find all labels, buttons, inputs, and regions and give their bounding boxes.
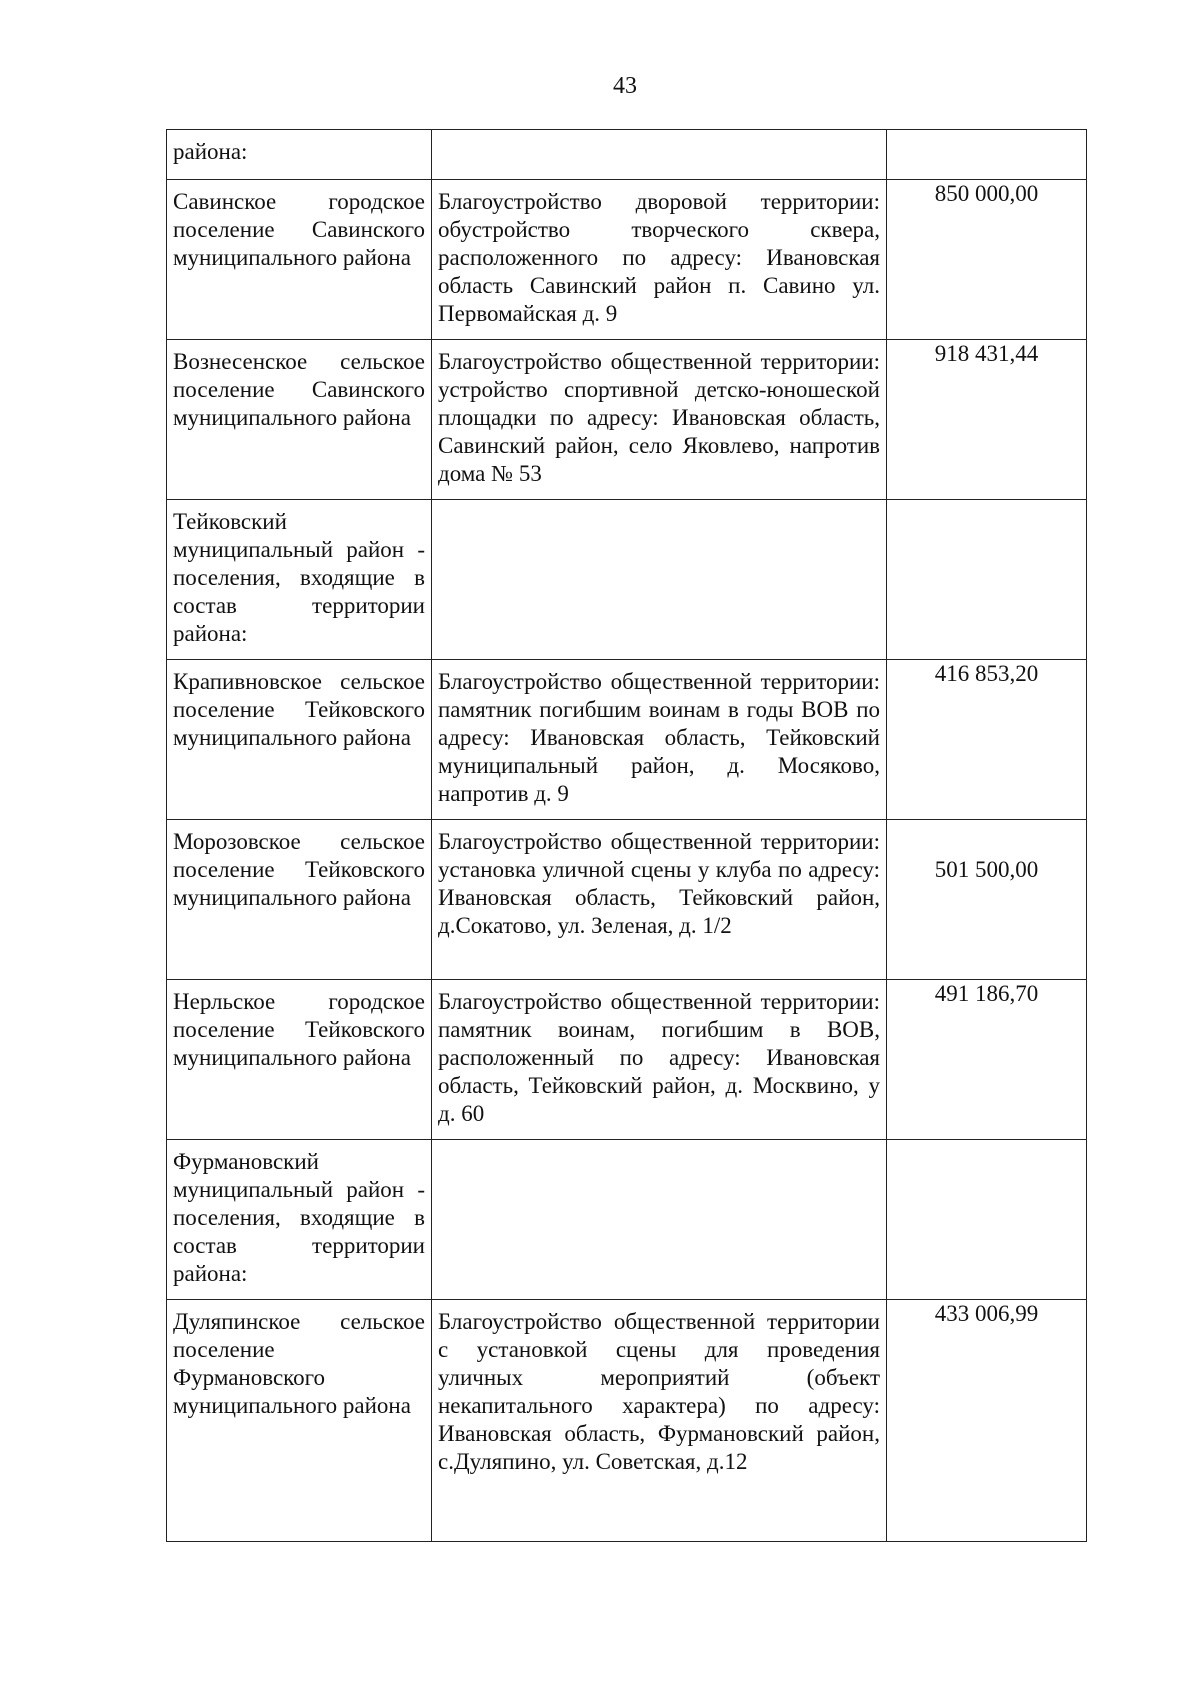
table-row (167, 500, 1087, 660)
amount-cell: 416 853,20 (887, 660, 1087, 820)
settlement-cell: Вознесенское сельское поселение Савинского муниципального района (167, 340, 432, 500)
description-cell: Благоустройство общественной территории: памятник воинам, погибшим в ВОВ, расположенный по адресу: Ивановская область, Тейковский район, д. Москвино, у д. 60 (432, 980, 887, 1140)
settlements-table (166, 129, 1087, 1542)
table-row (167, 1300, 1087, 1542)
settlement-cell: Фурмановский муниципальный район - поселения, входящие в состав территории района: (167, 1140, 432, 1300)
amount-cell: 433 006,99 (887, 1300, 1087, 1542)
amount-cell: 501 500,00 (887, 820, 1087, 980)
settlement-cell: Тейковский муниципальный район - поселения, входящие в состав территории района: (167, 500, 432, 660)
settlement-cell: Нерльское городское поселение Тейковского муниципального района (167, 980, 432, 1140)
description-cell (432, 1140, 887, 1300)
description-cell: Благоустройство общественной территории с установкой сцены для проведения уличных мероприятий (объект некапитального характера) по адресу: Ивановская область, Фурмановский район, с.Дуляпино, ул. Советская, д.12 (432, 1300, 887, 1542)
settlement-cell: Савинское городское поселение Савинского муниципального района (167, 180, 432, 340)
table-row (167, 1140, 1087, 1300)
table-row (167, 980, 1087, 1140)
settlement-cell: Морозовское сельское поселение Тейковского муниципального района (167, 820, 432, 980)
table-row (167, 180, 1087, 340)
description-cell: Благоустройство общественной территории: памятник погибшим воинам в годы ВОВ по адресу: Ивановская область, Тейковский муниципальный район, д. Мосяково, напротив д. 9 (432, 660, 887, 820)
settlement-cell: Дуляпинское сельское поселение Фурмановского муниципального района (167, 1300, 432, 1542)
amount-cell (887, 500, 1087, 660)
description-cell: Благоустройство общественной территории: устройство спортивной детско-юношеской площадки по адресу: Ивановская область, Савинский район, село Яковлево, напротив дома № 53 (432, 340, 887, 500)
amount-cell (887, 130, 1087, 180)
settlement-cell: района: (167, 130, 432, 180)
table-row (167, 660, 1087, 820)
amount-cell: 491 186,70 (887, 980, 1087, 1140)
table-row (167, 820, 1087, 980)
table-row (167, 130, 1087, 180)
description-cell (432, 500, 887, 660)
settlement-cell: Крапивновское сельское поселение Тейковского муниципального района (167, 660, 432, 820)
table-row (167, 340, 1087, 500)
amount-cell (887, 1140, 1087, 1300)
amount-cell: 918 431,44 (887, 340, 1087, 500)
amount-cell: 850 000,00 (887, 180, 1087, 340)
description-cell: Благоустройство дворовой территории: обустройство творческого сквера, расположенного по адресу: Ивановская область Савинский район п. Савино ул. Первомайская д. 9 (432, 180, 887, 340)
description-cell (432, 130, 887, 180)
page-number: 43 (613, 73, 637, 99)
description-cell: Благоустройство общественной территории: установка уличной сцены у клуба по адресу: Ивановская область, Тейковский район, д.Сокатово, ул. Зеленая, д. 1/2 (432, 820, 887, 980)
